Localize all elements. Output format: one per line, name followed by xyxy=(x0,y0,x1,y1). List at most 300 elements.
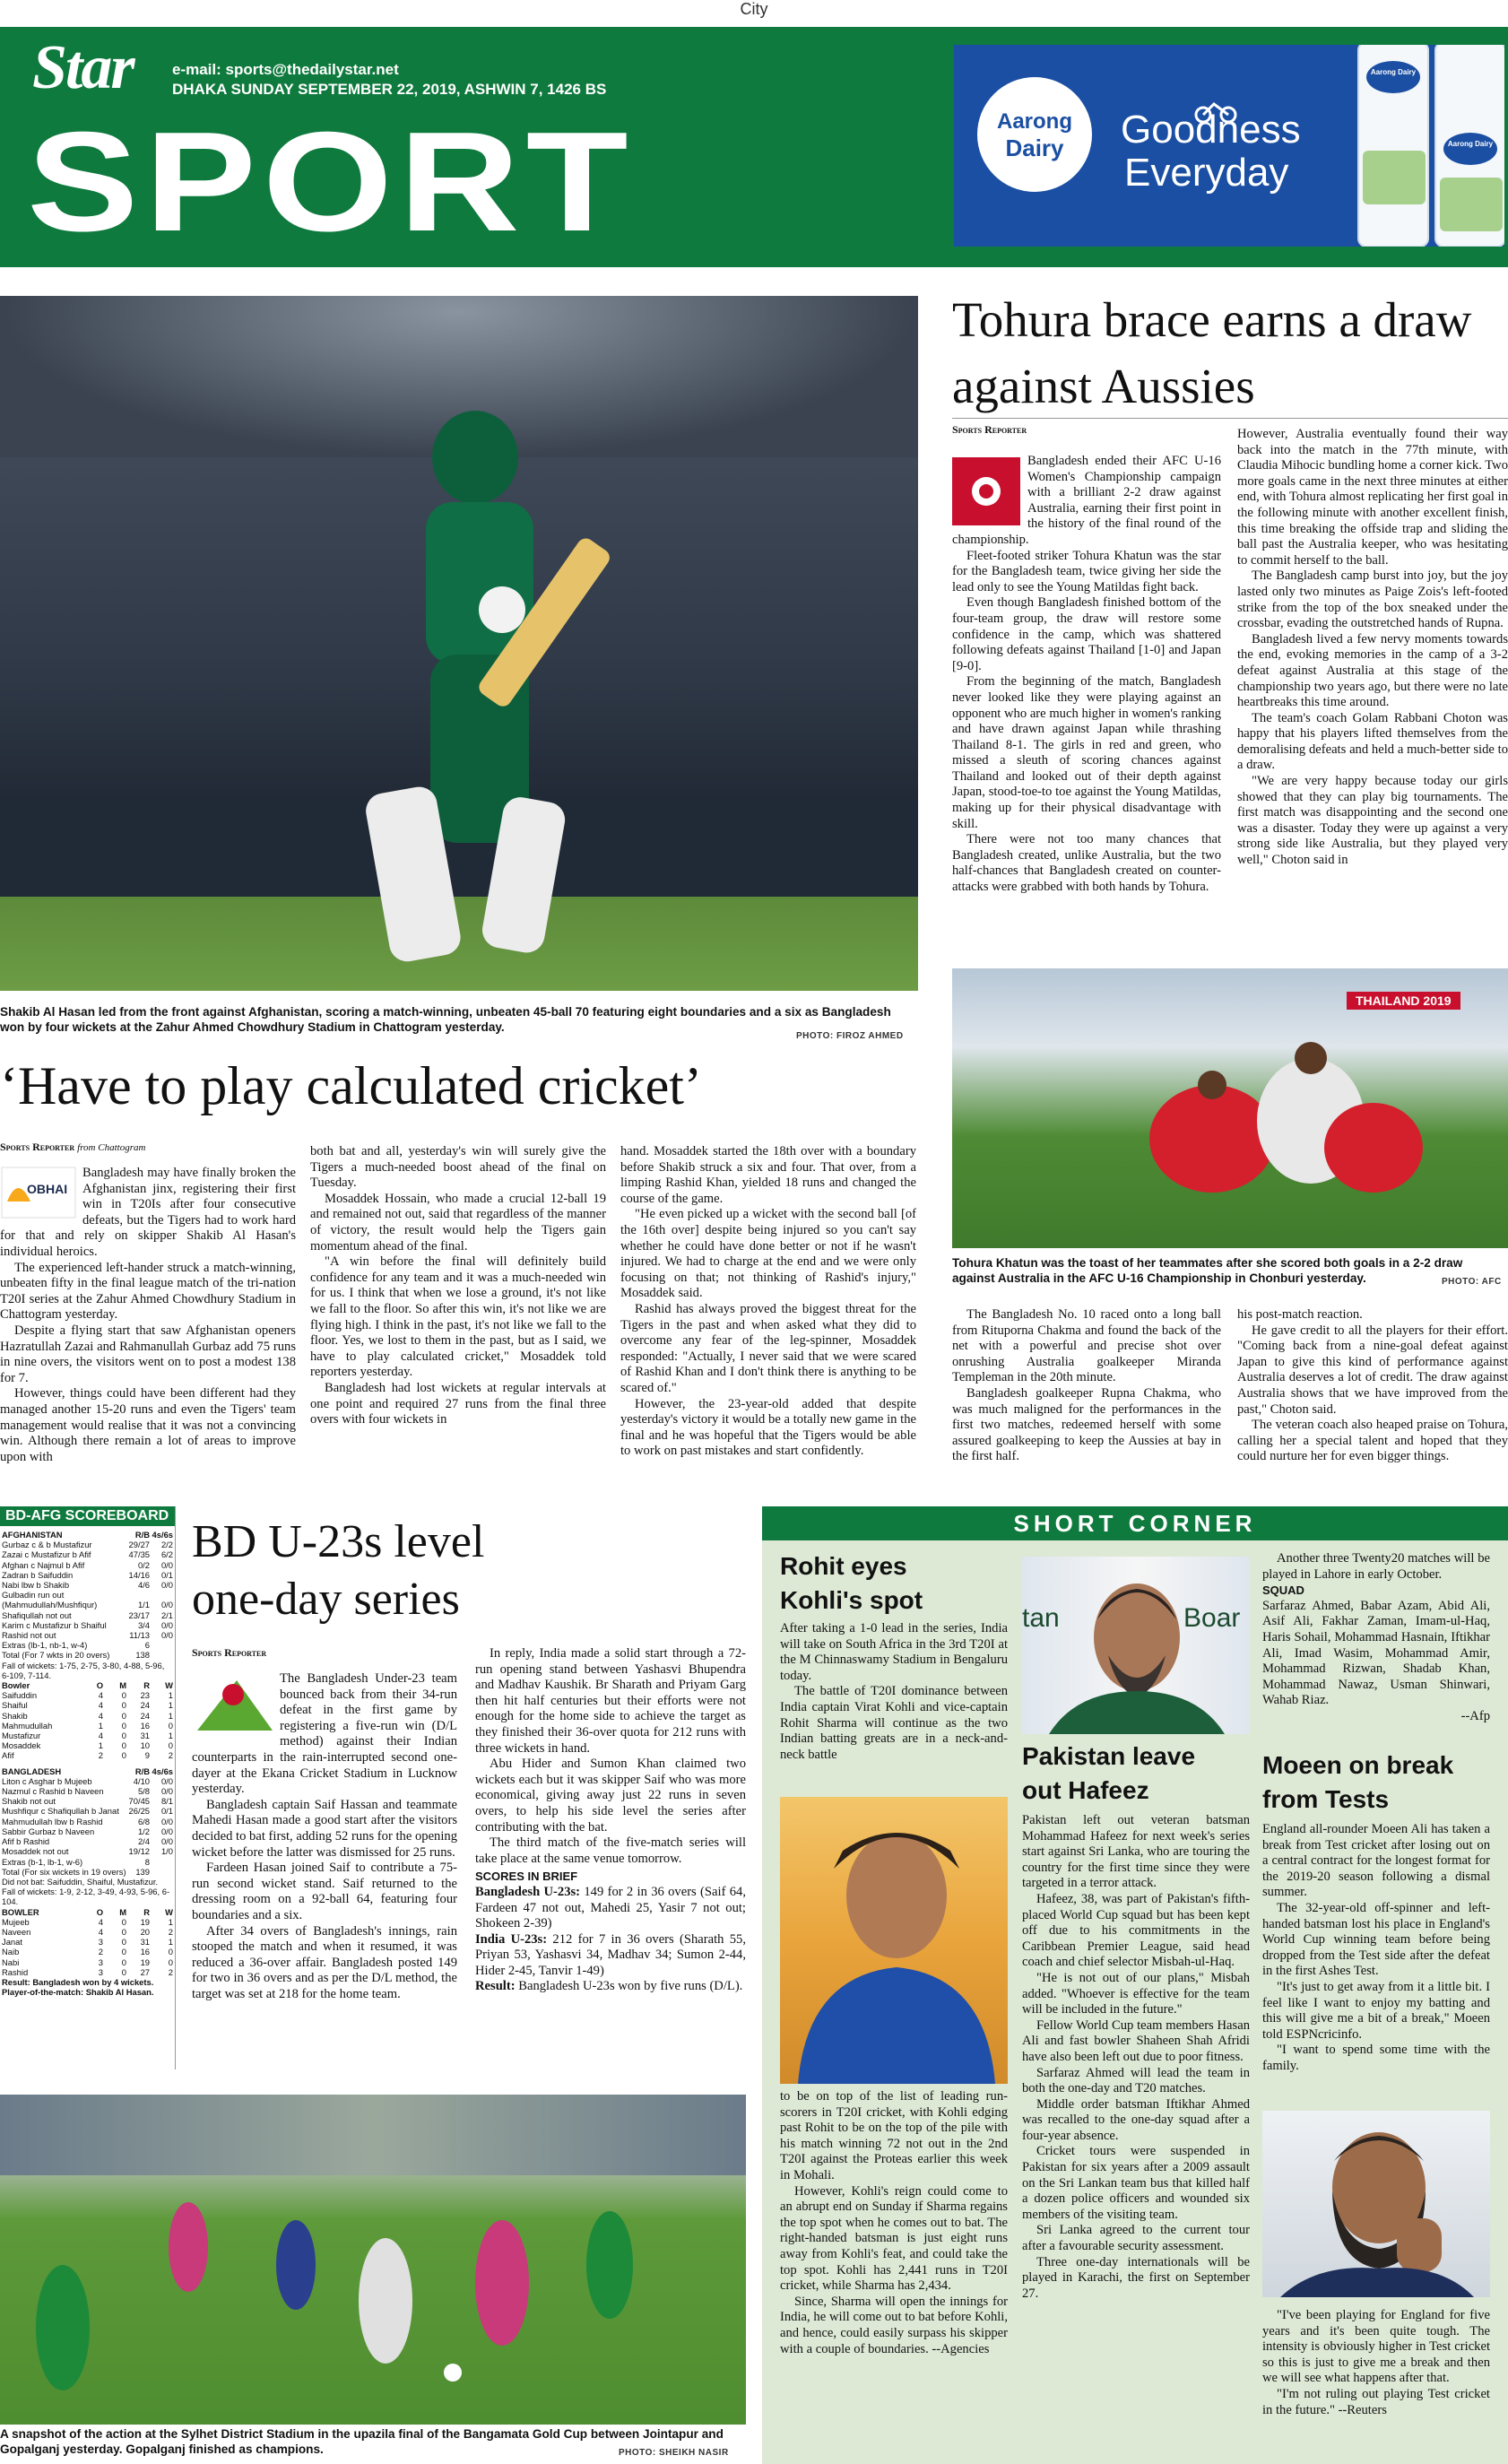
u23-score-result xyxy=(475,1979,746,1995)
scoreboard-cell: Total (For 7 wkts in 20 overs) xyxy=(2,1650,110,1661)
scoreboard-stat: 0 xyxy=(121,1916,126,1927)
scoreboard-stat: 0/0 xyxy=(160,1600,173,1610)
u23-para: Fardeen Hasan joined Saif to contribute a 75-run second wicket stand. Saif returned to the dressing room on a 92-ball 64, featuring four boundaries and a six. xyxy=(192,1861,457,1922)
scoreboard-stat: 0/0 xyxy=(160,1775,173,1786)
scoreboard-cell: Naveen xyxy=(2,1926,31,1937)
scoreboard-stat: 1/1 xyxy=(137,1600,150,1610)
scoreboard-afg-bowling-row xyxy=(2,1700,173,1710)
scoreboard-cell: Afif b Rashid xyxy=(2,1836,50,1847)
scoreboard-stats xyxy=(126,1580,173,1590)
scoreboard-afg-row xyxy=(2,1630,173,1640)
moeen-headline-line1: Moeen on break xyxy=(1262,1751,1454,1779)
scoreboard-stat: 3/4 xyxy=(137,1619,150,1630)
scoreboard-stat: 1 xyxy=(168,1916,173,1927)
scoreboard-stats xyxy=(80,1721,173,1731)
scoreboard-stat: 0/0 xyxy=(160,1836,173,1847)
scoreboard-afg-bowling-header xyxy=(2,1680,173,1690)
tohura-caption: Tohura Khatun was the toast of her teammates after she scored both goals in a 2-2 draw against Australia in the AFC U-16 Championship in Chonburi yesterday. xyxy=(952,1256,1463,1285)
scoreboard-cell: Nabi xyxy=(2,1956,20,1967)
scoreboard-stats xyxy=(126,1867,173,1877)
scoreboard-stat: 0/2 xyxy=(137,1559,150,1570)
rohit-para: Since, Sharma will open the innings for India, he will come out to bat before Kohli, and hence, could easily surpass his skipper with a couple of boundaries. --Agencies xyxy=(780,2294,1008,2356)
rohit-para: However, Kohli's reign could come to an abrupt end on Sunday if Sharma regains the top spot when he comes out to bat. The right-handed batsman is just eight runs away from Kohli's feat, and could take the top spot. Kohli has 2,441 runs in T20I cricket, while Sharma has 2,434. xyxy=(780,2183,1008,2294)
football-para: Bangladesh goalkeeper Rupna Chakma, who was much maligned for the performances in the first two matches, redeemed herself with some assured goalkeeping to keep the Aussies at bay in the first half. xyxy=(952,1385,1221,1464)
scoreboard-cell: Total (For six wickets in 19 overs) xyxy=(2,1866,126,1877)
rohit-col-top xyxy=(780,1621,1008,1788)
football-headline-rule xyxy=(952,418,1508,419)
ad-pack-1-label xyxy=(1366,61,1420,93)
scoreboard-stat: M xyxy=(119,1680,126,1691)
scoreboard-bd-bowling-row xyxy=(2,1917,173,1927)
scoreboard-stats xyxy=(126,1806,173,1816)
scoreboard-afg-row xyxy=(2,1549,173,1559)
scoreboard-stat: 2 xyxy=(168,1966,173,1977)
advertisement[interactable] xyxy=(954,45,1504,247)
scoreboard-afg-row xyxy=(2,1580,173,1590)
scoreboard-table xyxy=(0,1526,175,1997)
scoreboard-stat: 4 xyxy=(98,1700,103,1711)
scoreboard-cell: Rashid not out xyxy=(2,1630,56,1641)
kohli-photo xyxy=(780,1797,1008,2084)
scoreboard-stats xyxy=(80,1700,173,1710)
masthead-email: e-mail: sports@thedailystar.net xyxy=(172,61,399,78)
moeen-para: "I want to spend some time with the family. xyxy=(1262,2043,1490,2073)
scoreboard-stat: 0 xyxy=(121,1750,126,1761)
scoreboard-stat: 0/1 xyxy=(160,1806,173,1817)
scoreboard-stat: 0 xyxy=(121,1740,126,1751)
squad-list: Sarfaraz Ahmed, Babar Azam, Abid Ali, Asif Ali, Fakhar Zaman, Imam-ul-Haq, Haris Sohail, Mohammad Hasnain, Iftikhar Ali, Imad Wasim, Mohammad Amir, Mohammad Rizwan, Shadab Khan, Mohammad Nawaz, Usman Shinwari, Wahab Riaz. xyxy=(1262,1598,1490,1708)
scoreboard-stats xyxy=(80,1927,173,1937)
masthead-sport: SPORT xyxy=(27,103,635,261)
scoreboard-stat: 19 xyxy=(140,1956,150,1967)
scoreboard-stats xyxy=(80,1731,173,1740)
scoreboard-stat: 2 xyxy=(168,1926,173,1937)
u23-score-bd-label: Bangladesh U-23s: xyxy=(475,1884,581,1899)
scoreboard-stat: 0/0 xyxy=(160,1826,173,1836)
scoreboard-stat: 4s/6s xyxy=(152,1766,173,1776)
scoreboard-stat: M xyxy=(119,1906,126,1917)
scoreboard-bd-row xyxy=(2,1796,173,1806)
tohura-photo xyxy=(952,968,1508,1248)
hafeez-headline-line2: out Hafeez xyxy=(1022,1776,1149,1804)
moeen-headline xyxy=(1262,1748,1495,1817)
tohura-photo-credit: PHOTO: AFC xyxy=(1442,1277,1502,1287)
scoreboard-stats xyxy=(126,1600,173,1609)
scoreboard-cell: Mujeeb xyxy=(2,1916,30,1927)
ad-brand-line2: Dairy xyxy=(1005,134,1064,161)
scoreboard-cell: Liton c Asghar b Mujeeb xyxy=(2,1775,92,1786)
scoreboard-stats xyxy=(126,1817,173,1826)
hafeez-para: Sri Lanka agreed to the current tour after a favourable security assessment. xyxy=(1022,2223,1250,2254)
football-col4 xyxy=(1237,1307,1508,1487)
scoreboard-cell: Rashid xyxy=(2,1966,29,1977)
moeen-para: "I'm not ruling out playing Test cricket in the future." --Reuters xyxy=(1262,2386,1490,2417)
scoreboard-stats xyxy=(80,1680,173,1690)
rohit-para: After taking a 1-0 lead in the series, India will take on South Africa in the 3rd T20I at the M Chinnaswamy Stadium in Bengaluru today. xyxy=(780,1621,1008,1683)
scoreboard-stat: 0 xyxy=(121,1926,126,1937)
scoreboard-stats xyxy=(126,1620,173,1630)
scoreboard-cell: Naib xyxy=(2,1947,20,1957)
scoreboard-stat: 4s/6s xyxy=(152,1530,173,1540)
scoreboard-stat: 19/12 xyxy=(128,1846,150,1857)
ad-pack-2-label xyxy=(1443,133,1497,165)
scoreboard-stat: 138 xyxy=(135,1650,150,1661)
scoreboard-stat: 16 xyxy=(140,1947,150,1957)
football-para: Bangladesh lived a few nervy moments towards the end, evoking memories in the camp of a 3-2 defeat against Australia at this stage of the championship two years ago, but there were no late heartbreaks this time around. xyxy=(1237,631,1508,710)
scoreboard-stat: 0 xyxy=(121,1947,126,1957)
scoreboard-stat: 0/0 xyxy=(160,1816,173,1826)
scoreboard-stat: 1/0 xyxy=(160,1846,173,1857)
u23-scores-title: SCORES IN BRIEF xyxy=(475,1870,578,1884)
football-col1 xyxy=(952,454,1221,954)
u23-para: The third match of the five-match series will take place at the same venue tomorrow. xyxy=(475,1835,746,1866)
scoreboard-stats xyxy=(126,1650,173,1660)
football-col2 xyxy=(1237,427,1508,954)
scoreboard-cell: (Mahmudullah/Mushfiqur) xyxy=(2,1600,98,1610)
scoreboard-stat: 139 xyxy=(135,1866,150,1877)
hafeez-para: Hafeez, 38, was part of Pakistan's fifth-placed World Cup squad but has been kept off due to his commitments in the Caribbean Premier League, said head coach and chief selector Misbah-ul-Haq. xyxy=(1022,1891,1250,1970)
scoreboard-stat: 1 xyxy=(168,1690,173,1701)
scoreboard-stat: 24 xyxy=(140,1700,150,1711)
scoreboard-cell: Shakib xyxy=(2,1710,28,1721)
scoreboard-stat: 10 xyxy=(140,1740,150,1751)
scoreboard-stat: R/B xyxy=(134,1530,150,1540)
scoreboard-stats xyxy=(126,1560,173,1570)
scoreboard-bd-row xyxy=(2,1776,173,1786)
u23-headline: BD U-23s level one-day series xyxy=(192,1516,485,1625)
scoreboard-stat: 16 xyxy=(140,1720,150,1731)
cricket-col1 xyxy=(0,1166,296,1481)
u23-score-ind xyxy=(475,1932,746,1980)
scoreboard-player-of-match: Player-of-the-match: Shakib Al Hasan. xyxy=(2,1987,154,1998)
tohura-photo-banner: THAILAND 2019 xyxy=(1347,992,1460,1010)
scoreboard-cell: Afif xyxy=(2,1750,14,1761)
cricket-para: Mosaddek Hossain, who made a crucial 12-ball 19 and remained not out, said that regardless of the manner of victory, the result would help the Tigers gain momentum ahead of the final. xyxy=(310,1191,606,1254)
squad-title: SQUAD xyxy=(1262,1583,1304,1598)
scoreboard-stats xyxy=(80,1957,173,1967)
scoreboard-bd-row xyxy=(2,1836,173,1846)
moeen-headline-line2: from Tests xyxy=(1262,1785,1390,1813)
scoreboard-cell: Mustafizur xyxy=(2,1731,41,1741)
scoreboard-stat: 2 xyxy=(168,1750,173,1761)
scoreboard-stat: 4 xyxy=(98,1710,103,1721)
hafeez-para: Fellow World Cup team members Hasan Ali and fast bowler Shaheen Shah Afridi have also been left out due to poor fitness. xyxy=(1022,2017,1250,2064)
scoreboard-stat: 31 xyxy=(140,1937,150,1948)
scoreboard-cell: Mahmudullah xyxy=(2,1720,53,1731)
scoreboard-stat: 4 xyxy=(98,1916,103,1927)
scoreboard-cell: Zadran b Saifuddin xyxy=(2,1569,74,1580)
scoreboard-stat: 0 xyxy=(121,1731,126,1741)
scoreboard xyxy=(0,1506,176,2069)
scoreboard-stat: 6 xyxy=(144,1640,150,1651)
football-para: He gave credit to all the players for their effort. "Coming back from a nine-goal defeat against Japan to give this kind of performance against Australia deserves a lot of credit. The draw against Australia shows that we have improved from the past," Choton said. xyxy=(1237,1323,1508,1417)
scoreboard-bd-bowling-row xyxy=(2,1937,173,1947)
shakib-photo-credit: PHOTO: FIROZ AHMED xyxy=(796,1031,904,1041)
scoreboard-stat: 0 xyxy=(121,1720,126,1731)
scoreboard-stat: 9 xyxy=(144,1750,150,1761)
u23-para: After 34 overs of Bangladesh's innings, rain stooped the match and when it resumed, it was reduced a 36-over affair. Bangladesh posted 149 for two in 36 overs and as per the D/L method, the target was set at 218 for the home team. xyxy=(192,1923,457,2001)
scoreboard-stat: 23/17 xyxy=(128,1609,150,1620)
football-para: Even though Bangladesh finished bottom of the four-team group, the draw will restore some confidence in the camp, which was shattered following defeats against Thailand [1-0] and Japan [9-0]. xyxy=(952,595,1221,673)
cricket-byline-name: Sports Reporter xyxy=(0,1141,75,1153)
scoreboard-cell: Mosaddek not out xyxy=(2,1846,69,1857)
scoreboard-stat: 0/0 xyxy=(160,1630,173,1641)
football-para: The veteran coach also heaped praise on Tohura, calling her a special talent and hoped that they could nurture her for even bigger things. xyxy=(1237,1418,1508,1464)
scoreboard-stats xyxy=(126,1530,173,1540)
scoreboard-stat: 70/45 xyxy=(128,1796,150,1807)
football-para: Fleet-footed striker Tohura Khatun was the star for the Bangladesh team, twice giving her side the lead only to see the Young Matildas fight back. xyxy=(952,548,1221,594)
scoreboard-afg-bowling-row xyxy=(2,1740,173,1750)
football-para: The Bangladesh No. 10 raced onto a long ball from Rituporna Chakma and found the back of the net with a powerful and precise shot over onrushing Australia goalkeeper Miranda Templeman in the 20th minute. xyxy=(952,1307,1221,1385)
moeen-para: The 32-year-old off-spinner and left-handed batsman lost his place in England's World Cup winning team before being dropped from the Test side after the defeat in the first Ashes Test. xyxy=(1262,1900,1490,1979)
football-para: his post-match reaction. xyxy=(1237,1307,1363,1322)
cricket-col3 xyxy=(620,1144,916,1481)
scoreboard-bd-bowling-row xyxy=(2,1957,173,1967)
scoreboard-stats xyxy=(126,1549,173,1559)
misbah-photo-text-right: Boar xyxy=(1183,1603,1241,1633)
scoreboard-stat: 0 xyxy=(121,1710,126,1721)
u23-col2 xyxy=(475,1646,746,2068)
u23-score-ind-label: India U-23s: xyxy=(475,1931,548,1947)
scoreboard-stats xyxy=(80,1740,173,1750)
scoreboard-stat: 8/1 xyxy=(160,1796,173,1807)
cricket-para: hand. Mosaddek started the 18th over with a boundary before Shakib struck a six and four. That over, from a limping Rashid Khan, yielded 18 runs and changed the course of the game. xyxy=(620,1144,916,1206)
scoreboard-cell: Extras (lb-1, nb-1, w-4) xyxy=(2,1640,88,1651)
scoreboard-afg-header xyxy=(2,1530,173,1540)
scoreboard-cell: Saifuddin xyxy=(2,1690,38,1701)
scoreboard-afg-row xyxy=(2,1610,173,1620)
ad-pack-2-grass xyxy=(1440,178,1503,231)
scoreboard-stat: 1 xyxy=(98,1720,103,1731)
scoreboard-afg-note: Fall of wickets: 1-75, 2-75, 3-80, 4-88, 5-96, 6-109, 7-114. xyxy=(2,1660,165,1680)
scoreboard-afg-row xyxy=(2,1600,173,1609)
scoreboard-stat: W xyxy=(165,1906,173,1917)
scoreboard-bd-row xyxy=(2,1786,173,1796)
scoreboard-stat: 1 xyxy=(168,1700,173,1711)
scoreboard-afg-bowling-row xyxy=(2,1721,173,1731)
scoreboard-stats xyxy=(126,1540,173,1549)
cricket-para: "A win before the final will definitely build confidence for any team and it was a much-needed win for us. I think that when we lose a ground, it's not like we fall to the floor. So after this win, it's not like we are flying high. I think in the past, it's not like we fall to the floor. Yes, we lost to them in the past, but as I said, we have to play calculated cricket," Mosaddek told reporters yesterday. xyxy=(310,1254,606,1380)
scoreboard-stats xyxy=(126,1826,173,1836)
cricket-para: Bangladesh had lost wickets at regular intervals at one point and required 27 runs from the final three overs with four wickets in xyxy=(310,1380,606,1427)
scoreboard-stat: 3 xyxy=(98,1937,103,1948)
scoreboard-afg-note: Gulbadin run out xyxy=(2,1590,65,1601)
hafeez-para: Middle order batsman Iftikhar Ahmed was recalled to the one-day squad after a four-year absence. xyxy=(1022,2096,1250,2143)
scoreboard-cell: Karim c Mustafizur b Shaiful xyxy=(2,1619,107,1630)
cricket-byline xyxy=(0,1141,145,1154)
cricket-col2 xyxy=(310,1144,606,1481)
scoreboard-cell: Shafiqullah not out xyxy=(2,1609,72,1620)
scoreboard-afg-row xyxy=(2,1620,173,1630)
hafeez-col xyxy=(1022,1813,1250,2457)
scoreboard-stat: 6/8 xyxy=(137,1816,150,1826)
cricket-para: Bangladesh may have finally broken the Afghanistan jinx, registering their first win in T20Is after four consecutive defeats, but the Tigers had to work hard for that and rely on skipper Shakib Al Hasan's individual heroics. xyxy=(0,1166,296,1259)
scoreboard-stat: 0/0 xyxy=(160,1559,173,1570)
scoreboard-stat: 6/2 xyxy=(160,1549,173,1560)
scoreboard-bd-bowling-row xyxy=(2,1927,173,1937)
scoreboard-stat: 3 xyxy=(98,1966,103,1977)
scoreboard-stats xyxy=(126,1857,173,1867)
obhai-logo-text: OBHAI xyxy=(27,1182,68,1196)
scoreboard-bd-row xyxy=(2,1857,173,1867)
ad-milk-pack-1 xyxy=(1357,45,1429,247)
rohit-headline-line2: Kohli's spot xyxy=(780,1586,923,1614)
misbah-photo-text-left: tan xyxy=(1022,1603,1060,1633)
scoreboard-cell: Bowler xyxy=(2,1680,30,1691)
u23-para: In reply, India made a solid start through a 72-run opening stand between Yashasvi Bhupendra and Madhav Kaushik. Br Sharath and Priyam Garg then hit half centuries but their efforts were not enough for the home side to achieve the target as they finished their 36-over quota for 212 runs with three wickets in hand. xyxy=(475,1646,746,1756)
cricket-para: "He even picked up a wicket with the second ball [of the 16th over] despite being injured so you can't say whether he could have done better or not if he wasn't injured. We had to charge at the end and we were only focusing on that; not thinking of Rashid's injury," Mosaddek said. xyxy=(620,1207,916,1301)
u23-para: Bangladesh captain Saif Hassan and teammate Mahedi Hasan made a good start after the visitors decided to bat first, adding 52 runs for the opening wicket before the latter was dismissed for 25 runs. xyxy=(192,1797,457,1860)
scoreboard-cell: Janat xyxy=(2,1937,22,1948)
scoreboard-afg-row xyxy=(2,1560,173,1570)
moeen-figure xyxy=(1262,2111,1490,2297)
scoreboard-stat: 4/6 xyxy=(137,1580,150,1591)
scoreboard-cell: Afghan c Najmul b Afif xyxy=(2,1559,85,1570)
hafeez-headline xyxy=(1022,1740,1255,1808)
scoreboard-bd-row xyxy=(2,1826,173,1836)
cricket-para: Despite a flying start that saw Afghanistan openers Hazratullah Zazai and Rahmanullah Gurbaz add 75 runs in nine overs, the visitors went on to post a modest 138 for 7. xyxy=(0,1323,296,1385)
scoreboard-stat: 0 xyxy=(168,1740,173,1751)
rohit-para: The battle of T20I dominance between India captain Virat Kohli and vice-captain Rohit Sharma will continue as the two Indian batting greats are in a neck-and-neck battle xyxy=(780,1684,1008,1762)
scoreboard-stat: 14/16 xyxy=(128,1569,150,1580)
football-para: From the beginning of the match, Bangladesh never looked like they were playing against an opponent who are much higher in women's ranking and have drawn against Japan while thrashing Thailand 8-1. The girls in red and green, who missed a sleuth of scoring chances against Thailand and looked out of their depth against Japan, stood-toe-to toe against the Young Matildas, making up for their physical disadvantage with skill. xyxy=(952,674,1221,831)
players xyxy=(0,2148,746,2417)
scoreboard-stat: 4 xyxy=(98,1926,103,1937)
scoreboard-stat: R xyxy=(143,1680,150,1691)
scoreboard-stat: 0/0 xyxy=(160,1786,173,1797)
scoreboard-stat: 31 xyxy=(140,1731,150,1741)
scoreboard-stat: 0 xyxy=(121,1956,126,1967)
scoreboard-stat: 4/10 xyxy=(133,1775,150,1786)
scoreboard-bd-row xyxy=(2,1817,173,1826)
bangamata-caption: A snapshot of the action at the Sylhet District Stadium in the upazila final of the Bangamata Gold Cup between Jointapur and Gopalganj yesterday. Gopalganj finished as champions. xyxy=(0,2427,724,2456)
scoreboard-bd-note: Did not bat: Saifuddin, Shaiful, Mustafizur. xyxy=(2,1876,159,1887)
football-para: Bangladesh ended their AFC U-16 Women's Championship campaign with a brilliant 2-2 draw against Australia, earning their first point in the history of the final round of the championship. xyxy=(952,454,1221,547)
scoreboard-cell: Mahmudullah lbw b Rashid xyxy=(2,1816,103,1826)
scoreboard-stats xyxy=(80,1917,173,1927)
scoreboard-stat: 0 xyxy=(121,1937,126,1948)
scoreboard-stat: 2/4 xyxy=(137,1836,150,1847)
scoreboard-stat: 0 xyxy=(168,1947,173,1957)
rohit-headline-line1: Rohit eyes xyxy=(780,1552,907,1580)
scoreboard-stat: 47/35 xyxy=(128,1549,150,1560)
scoreboard-bd-row xyxy=(2,1846,173,1856)
scoreboard-stat: 1/2 xyxy=(137,1826,150,1836)
football-headline: Tohura brace earns a draw against Aussies xyxy=(952,292,1472,413)
scoreboard-stats xyxy=(126,1846,173,1856)
football-byline: Sports Reporter xyxy=(952,423,1027,436)
rohit-headline xyxy=(780,1549,1013,1618)
cricket-headline: ‘Have to play calculated cricket’ xyxy=(0,1056,702,1115)
scoreboard-cell: BANGLADESH xyxy=(2,1766,62,1776)
ad-brand-line1: Aarong xyxy=(997,109,1072,134)
u23-score-bd-text: 149 for 2 in 36 overs (Saif 64, Fardeen 47 not out, Mahedi 25, Yasir 7 not out; Shokeen 2-39) xyxy=(475,1884,746,1931)
scoreboard-stat: 20 xyxy=(140,1926,150,1937)
scoreboard-stat: 2/2 xyxy=(160,1540,173,1550)
scoreboard-stat: 2/1 xyxy=(160,1609,173,1620)
cricket-para: The experienced left-hander struck a match-winning, unbeaten fifty in the final league match of the tri-nation T20I series at the Zahur Ahmed Chowdhury Stadium in Chattogram yesterday. xyxy=(0,1260,296,1323)
short-corner-banner: SHORT CORNER xyxy=(762,1506,1508,1540)
scoreboard-stats xyxy=(80,1690,173,1700)
moeen-para: England all-rounder Moeen Ali has taken a break from Test cricket after losing out on a central contract for the longest format for the 2019-20 season following a dismal summer. xyxy=(1262,1822,1490,1900)
scoreboard-stat: 0 xyxy=(121,1690,126,1701)
scoreboard-stat: 19 xyxy=(140,1916,150,1927)
kohli-figure xyxy=(780,1797,1008,2084)
hafeez-para: "He is not out of our plans," Misbah added. "Whoever is effective for the team will be included in the future." xyxy=(1022,1970,1250,2017)
scoreboard-stat: 3 xyxy=(98,1956,103,1967)
ad-cyclist-icon xyxy=(1194,97,1239,128)
bangamata-photo-credit: PHOTO: SHEIKH NASIR xyxy=(619,2448,729,2458)
scoreboard-stats xyxy=(80,1711,173,1721)
scoreboard-cell: Sabbir Gurbaz b Naveen xyxy=(2,1826,95,1836)
scoreboard-cell: Mosaddek xyxy=(2,1740,41,1751)
scoreboard-stat: 1 xyxy=(168,1731,173,1741)
ad-pack-1-grass xyxy=(1363,151,1426,204)
football-para: "We are very happy because today our girls showed that they can play big tournaments. The first match was disappointing and the second one was a disaster. Today they were up against a very strong side like Australia, but they played very well," Choton said in xyxy=(1237,774,1508,868)
running-head: City xyxy=(740,0,768,18)
scoreboard-afg-row xyxy=(2,1650,173,1660)
scoreboard-afg-bowling-row xyxy=(2,1731,173,1740)
scoreboard-cell: Nazmul c Rashid b Naveen xyxy=(2,1786,104,1797)
scoreboard-stat: 23 xyxy=(140,1690,150,1701)
hafeez-right-para: Another three Twenty20 matches will be played in Lahore in early October. xyxy=(1262,1551,1490,1582)
cricket-para: Rashid has always proved the biggest threat for the Tigers in the past and when asked what they did to overcome any fear of the leg-spinner, Mosaddek responded: "Actually, I never said that we were scared of Rashid Khan and I don't think there is anything to be scared of." xyxy=(620,1301,916,1395)
misbah-figure xyxy=(1022,1557,1250,1734)
scoreboard-stat: 0/0 xyxy=(160,1580,173,1591)
scoreboard-stats xyxy=(80,1937,173,1947)
shakib-caption: Shakib Al Hasan led from the front against Afghanistan, scoring a match-winning, unbeaten 45-ball 70 featuring eight boundaries and a six as Bangladesh won by four wickets at the Zahur Ahmed Chowdhury Stadium in Chattogram yesterday. xyxy=(0,1005,891,1034)
scoreboard-stat: 8 xyxy=(144,1856,150,1867)
cricket-para: both bat and all, yesterday's win will surely give the Tigers a much-needed boost ahead of the final on Tuesday. xyxy=(310,1144,606,1191)
moeen-para: "It's just to get away from it a little bit. I feel like I want to enjoy my batting and this will give me a bit of a break," Moeen told ESPNcricinfo. xyxy=(1262,1979,1490,2042)
scoreboard-stats xyxy=(126,1786,173,1796)
scoreboard-stat: 2 xyxy=(98,1947,103,1957)
scoreboard-stat: 4 xyxy=(98,1690,103,1701)
scoreboard-stat: R xyxy=(143,1906,150,1917)
scoreboard-stat: 0/1 xyxy=(160,1569,173,1580)
u23-col1 xyxy=(192,1671,457,2066)
football-col3 xyxy=(952,1307,1221,1487)
u23-score-result-label: Result: xyxy=(475,1979,516,1994)
scoreboard-bd-row xyxy=(2,1806,173,1816)
scoreboard-stats xyxy=(126,1570,173,1580)
scoreboard-bd-note: Fall of wickets: 1-9, 2-12, 3-49, 4-93, 5-96, 6-104. xyxy=(2,1887,170,1907)
scoreboard-stats xyxy=(126,1776,173,1786)
scoreboard-cell: Shaiful xyxy=(2,1700,28,1711)
scoreboard-stats xyxy=(126,1630,173,1640)
scoreboard-cell: Zazai c Mustafizur b Afif xyxy=(2,1549,91,1560)
ad-pack-2-text: Aarong Dairy xyxy=(1447,140,1494,148)
scoreboard-cell: Mushfiqur c Shafiqullah b Janat xyxy=(2,1806,119,1817)
hafeez-para: Pakistan left out veteran batsman Mohammad Hafeez for next week's series start against Sri Lanka, who are touring the country for the first time since they were targeted in a terror attack. xyxy=(1022,1813,1250,1891)
masthead-dateline: DHAKA SUNDAY SEPTEMBER 22, 2019, ASHWIN 7, 1426 BS xyxy=(172,81,607,98)
scoreboard-stats xyxy=(80,1750,173,1760)
hafeez-para: Three one-day internationals will be played in Karachi, the first on September 27. xyxy=(1022,2254,1250,2301)
scoreboard-stat: 5/8 xyxy=(137,1786,150,1797)
ad-tagline1: Goodness xyxy=(1121,108,1301,152)
scoreboard-stats xyxy=(126,1640,173,1650)
misbah-photo xyxy=(1022,1557,1250,1734)
shakib-photo xyxy=(0,296,918,991)
scoreboard-stat: 0 xyxy=(121,1966,126,1977)
scoreboard-stat: 1 xyxy=(168,1710,173,1721)
scoreboard-stat: 24 xyxy=(140,1710,150,1721)
scoreboard-cell: Extras (b-1, lb-1, w-6) xyxy=(2,1856,83,1867)
u23-score-result-text: Bangladesh U-23s won by five runs (D/L). xyxy=(518,1979,743,1994)
ad-pack-1-text: Aarong Dairy xyxy=(1370,68,1417,76)
cricket-para: However, the 23-year-old added that despite yesterday's victory it would be a totally new game in the final and he was hopeful that the Tigers would be able to work on past mistakes and start confidently. xyxy=(620,1396,916,1459)
football-para: There were not too many chances that Bangladesh created, unlike Australia, but the two half-chances that Bangladesh created on counter-attacks were grabbed with both hands by Tohura. xyxy=(952,832,1221,895)
